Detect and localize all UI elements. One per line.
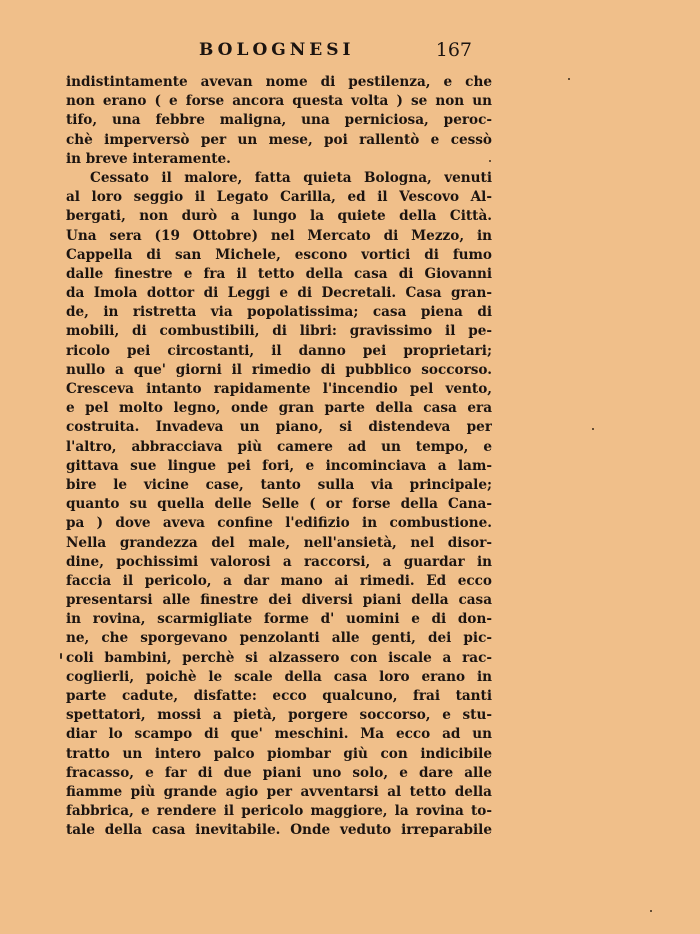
text-line: gittava sue lingue pei fori, e incominciava a lam- (66, 457, 492, 474)
text-line: spettatori, mossi a pietà, porgere soccorso, e stu- (66, 707, 492, 724)
text-line: coli bambini, perchè si alzassero con iscale a rac- (66, 649, 492, 666)
text-line: e pel molto legno, onde gran parte della casa era (66, 400, 492, 417)
text-line: parte cadute, disfatte: ecco qualcuno, frai tanti (66, 688, 492, 704)
text-line: non erano ( e forse ancora questa volta ) se non un (66, 93, 492, 110)
text-line: pa ) dove aveva confine l'edifizio in combustione. (66, 515, 492, 532)
text-line: coglierli, poichè le scale della casa loro erano in (66, 668, 492, 685)
paper-speck (60, 653, 62, 659)
text-line: ne, che sporgevano penzolanti alle genti, dei pic- (66, 630, 492, 647)
text-line: quanto su quella delle Selle ( or forse della Cana- (66, 496, 492, 513)
text-line: in breve interamente. (66, 150, 231, 167)
paper-speck (592, 428, 594, 430)
page-header (66, 40, 492, 70)
text-line: bergati, non durò a lungo la quiete della Città. (66, 208, 492, 225)
text-line: ricolo pei circostanti, il danno pei proprietari; (66, 342, 492, 359)
paper-speck (650, 910, 652, 912)
text-line: indistintamente avevan nome di pestilenza, e che (66, 74, 492, 90)
text-line: fracasso, e far di due piani uno solo, e dare alle (66, 764, 492, 781)
text-line: tifo, una febbre maligna, una perniciosa, peroc- (66, 112, 492, 129)
page-number: 167 (435, 39, 472, 61)
text-line: Cresceva intanto rapidamente l'incendio pel vento, (66, 381, 492, 397)
text-line: dalle finestre e fra il tetto della casa di Giovanni (66, 265, 492, 282)
paper-speck (489, 160, 491, 162)
text-line: in rovina, scarmigliate forme d' uomini e di don- (66, 611, 492, 628)
text-line: tale della casa inevitabile. Onde veduto irreparabile (66, 822, 492, 839)
text-line: de, in ristretta via popolatissima; casa piena di (66, 304, 492, 321)
text-line: presentarsi alle finestre dei diversi piani della casa (66, 592, 492, 609)
text-line: costruita. Invadeva un piano, si distendeva per (66, 419, 492, 436)
text-line: Cessato il malore, fatta quieta Bologna, venuti (90, 169, 492, 186)
text-line: chè imperversò per un mese, poi rallentò e cessò (66, 131, 492, 148)
text-line: nullo a que' giorni il rimedio di pubblico soccorso. (66, 361, 492, 378)
text-line: Nella grandezza del male, nell'ansietà, nel disor- (66, 534, 492, 551)
text-line: bire le vicine case, tanto sulla via principale; (66, 476, 492, 493)
body-text (66, 73, 492, 841)
text-line: fabbrica, e rendere il pericolo maggiore, la rovina to- (66, 803, 492, 820)
text-line: tratto un intero palco piombar giù con indicibile (66, 745, 492, 762)
text-line: al loro seggio il Legato Carilla, ed il Vescovo Al- (66, 189, 492, 206)
text-line: l'altro, abbracciava più camere ad un tempo, e (66, 438, 492, 455)
text-line: faccia il pericolo, a dar mano ai rimedi. Ed ecco (66, 572, 492, 589)
text-line: mobili, di combustibili, di libri: gravissimo il pe- (66, 323, 492, 340)
running-title: BOLOGNESI (199, 40, 355, 60)
text-line: diar lo scampo di que' meschini. Ma ecco ad un (66, 726, 492, 743)
text-line: fiamme più grande agio per avventarsi al tetto della (66, 783, 492, 800)
paper-speck (568, 78, 570, 80)
text-line: dine, pochissimi valorosi a raccorsi, a guardar in (66, 553, 492, 570)
text-line: da Imola dottor di Leggi e di Decretali. Casa gran- (66, 285, 492, 302)
text-line: Una sera (19 Ottobre) nel Mercato di Mezzo, in (66, 227, 492, 244)
text-line: Cappella di san Michele, escono vortici di fumo (66, 246, 492, 263)
